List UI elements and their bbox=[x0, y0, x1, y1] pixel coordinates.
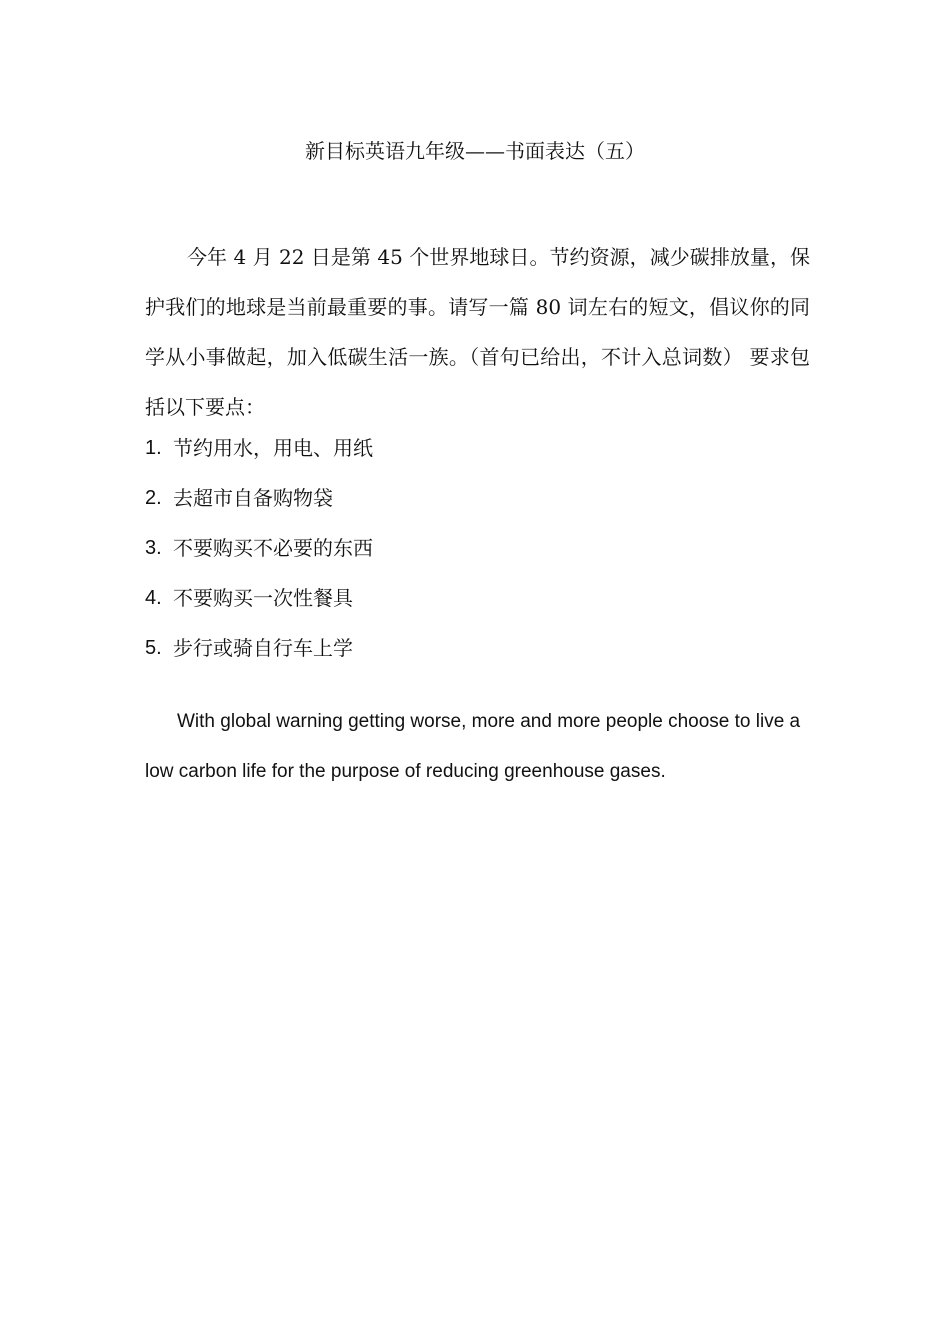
list-item-number: 2. bbox=[145, 487, 162, 509]
writing-prompt: 今年 4 月 22 日是第 45 个世界地球日。节约资源，减少碳排放量，保护我们的地球是当前最重要的事。请写一篇 80 词左右的短文，倡议你的同学从小事做起，加入低碳生活一族。（首句已给出，不计入总词数） 要求包括以下要点： bbox=[145, 245, 810, 419]
list-item-number: 5. bbox=[145, 637, 162, 659]
list-item bbox=[145, 573, 810, 623]
list-item-text: 不要购买不必要的东西 bbox=[173, 536, 373, 560]
list-item-number: 1. bbox=[145, 437, 162, 459]
list-item bbox=[145, 423, 810, 473]
list-item-number: 3. bbox=[145, 537, 162, 559]
list-item-text: 节约用水，用电、用纸 bbox=[173, 436, 373, 460]
list-item-number: 4. bbox=[145, 587, 162, 609]
list-item bbox=[145, 523, 810, 573]
list-item-text: 步行或骑自行车上学 bbox=[173, 636, 353, 660]
list-item-text: 去超市自备购物袋 bbox=[173, 486, 333, 510]
requirement-list bbox=[145, 423, 810, 673]
opening-sentence: With global warning getting worse, more and more people choose to live a low carbon life for the purpose of reducing greenhouse gases. bbox=[145, 711, 801, 782]
list-item bbox=[145, 623, 810, 673]
list-item-text: 不要购买一次性餐具 bbox=[173, 586, 353, 610]
document-title: 新目标英语九年级——书面表达（五） bbox=[305, 139, 645, 163]
list-item bbox=[145, 473, 810, 523]
